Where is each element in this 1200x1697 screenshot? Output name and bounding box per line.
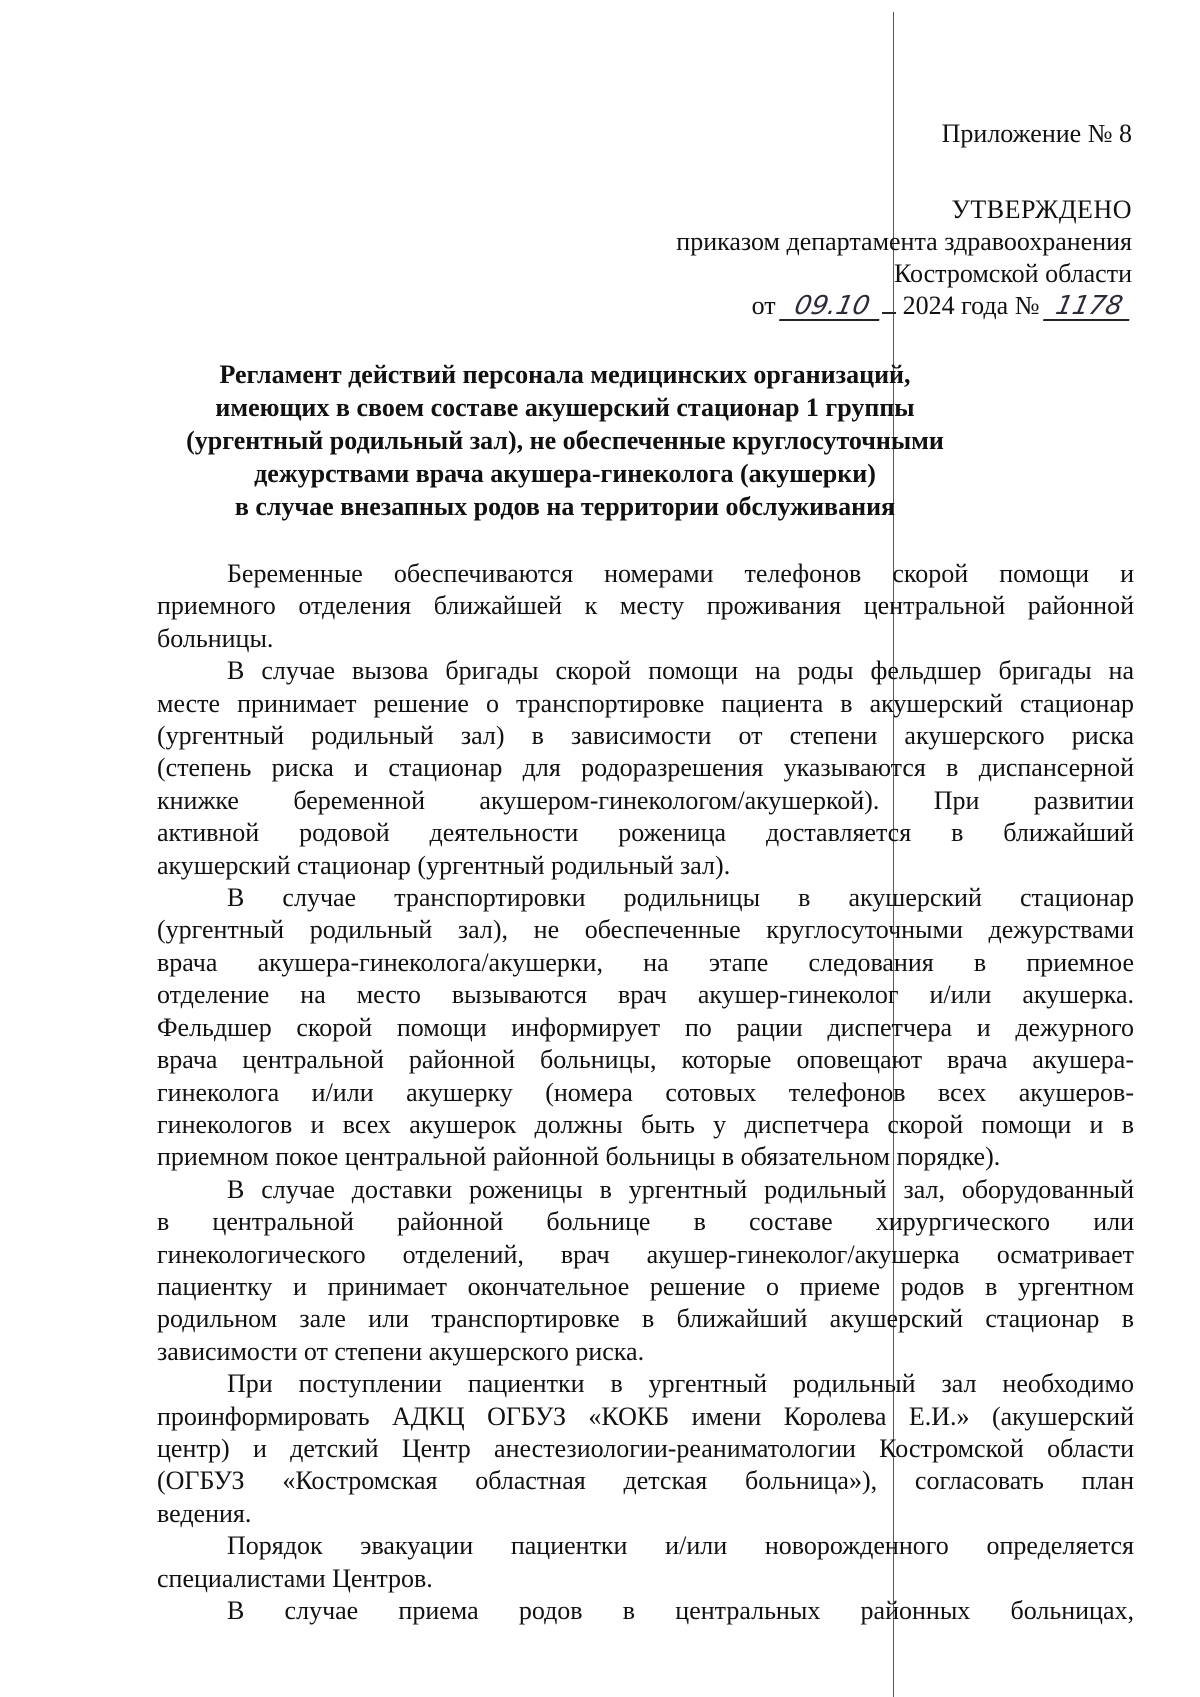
date-prefix: от: [751, 291, 776, 320]
title-line: Регламент действий персонала медицинских организаций,: [219, 360, 911, 389]
paragraph: [157, 1595, 1134, 1627]
paragraph-line: (степень риска и стационар для родоразрешения указываются в диспансерной: [157, 753, 1134, 783]
year-and-number-label: 2024 года №: [902, 291, 1040, 320]
paragraph-line: акушерский стационар (ургентный родильный зал).: [157, 850, 731, 880]
paragraph: [157, 882, 1134, 1174]
title-line: (ургентный родильный зал), не обеспеченные круглосуточными: [186, 426, 944, 455]
paragraph-line: Фельдшер скорой помощи информирует по рации диспетчера и дежурного: [157, 1012, 1134, 1042]
paragraph-line: центр) и детский Центр анестезиологии-реаниматологии Костромской области: [157, 1433, 1134, 1463]
paragraph-line: пациентку и принимает окончательное решение о приеме родов в ургентном: [157, 1271, 1134, 1301]
paragraph-line: В случае транспортировки родильницы в акушерский стационар: [227, 883, 1134, 913]
paragraph-line: гинеколога и/или акушерку (номера сотовых телефонов всех акушеров-: [157, 1077, 1134, 1107]
paragraph-line: В случае приема родов в центральных районных больницах,: [227, 1596, 1134, 1625]
paragraph-line: ведения.: [157, 1498, 252, 1528]
paragraph-line: книжке беременной акушером-гинекологом/акушеркой). При развитии: [157, 785, 1134, 815]
order-date-line: [432, 290, 1132, 322]
paragraph-line: отделение на место вызываются врач акушер-гинеколог и/или акушерка.: [157, 980, 1134, 1010]
date-underline-gap: [882, 312, 896, 314]
paragraph-line: врача центральной районной больницы, которые оповещают врача акушера-: [157, 1045, 1134, 1075]
approval-block: [432, 118, 1132, 322]
paragraph-line: приемного отделения ближайшей к месту проживания центральной районной: [157, 591, 1134, 621]
handwritten-order-number: 1178: [1043, 293, 1135, 321]
annex-number: Приложение № 8: [941, 119, 1132, 148]
paragraph-line: В случае вызова бригады скорой помощи на роды фельдшер бригады на: [227, 656, 1134, 686]
paragraph: [157, 1174, 1134, 1368]
paragraph-line: зависимости от степени акушерского риска.: [157, 1336, 645, 1366]
paragraph-line: больницы.: [157, 623, 274, 653]
paragraph-line: проинформировать АДКЦ ОГБУЗ «КОКБ имени Королева Е.И.» (акушерский: [157, 1401, 1134, 1431]
order-issuer: приказом департамента здравоохранения: [676, 227, 1132, 256]
paragraph-line: гинекологического отделений, врач акушер-гинеколог/акушерка осматривает: [157, 1239, 1134, 1269]
paragraph: [157, 558, 1134, 655]
paragraph-line: родильном зале или транспортировке в ближайший акушерский стационар в: [157, 1304, 1134, 1334]
paragraph-line: (ургентный родильный зал), не обеспеченные круглосуточными дежурствами: [157, 915, 1134, 945]
paragraph-line: (ургентный родильный зал) в зависимости от степени акушерского риска: [157, 721, 1134, 751]
paragraph-line: в центральной районной больнице в составе хирургического или: [157, 1207, 1134, 1237]
title-line: дежурствами врача акушера-гинеколога (акушерки): [254, 459, 876, 488]
paragraph: [157, 1368, 1134, 1530]
approved-stamp-text: УТВЕРЖДЕНО: [951, 195, 1132, 224]
handwritten-date: 09.10: [779, 293, 885, 321]
paragraph: [157, 655, 1134, 882]
document-body: [157, 558, 1134, 1627]
paragraph-line: Порядок эвакуации пациентки и/или новорожденного определяется: [227, 1531, 1134, 1561]
paragraph-line: специалистами Центров.: [157, 1563, 433, 1593]
title-line: в случае внезапных родов на территории обслуживания: [234, 492, 896, 521]
title-line: имеющих в своем составе акушерский стационар 1 группы: [215, 393, 915, 422]
paragraph-line: месте принимает решение о транспортировке пациента в акушерский стационар: [157, 688, 1134, 718]
paragraph-line: активной родовой деятельности роженица доставляется в ближайший: [157, 818, 1134, 848]
paragraph-line: приемном покое центральной районной больницы в обязательном порядке).: [157, 1142, 1001, 1172]
paragraph-line: (ОГБУЗ «Костромская областная детская больница»), согласовать план: [157, 1466, 1134, 1496]
document-title: [150, 358, 980, 523]
paragraph: [157, 1530, 1134, 1595]
paragraph-line: врача акушера-гинеколога/акушерки, на этапе следования в приемное: [157, 947, 1134, 977]
order-region: Костромской области: [893, 259, 1132, 288]
paragraph-line: При поступлении пациентки в ургентный родильный зал необходимо: [227, 1369, 1134, 1399]
paragraph-line: гинекологов и всех акушерок должны быть у диспетчера скорой помощи и в: [157, 1109, 1134, 1139]
paragraph-line: В случае доставки роженицы в ургентный родильный зал, оборудованный: [227, 1174, 1134, 1204]
paragraph-line: Беременные обеспечиваются номерами телефонов скорой помощи и: [227, 559, 1134, 588]
